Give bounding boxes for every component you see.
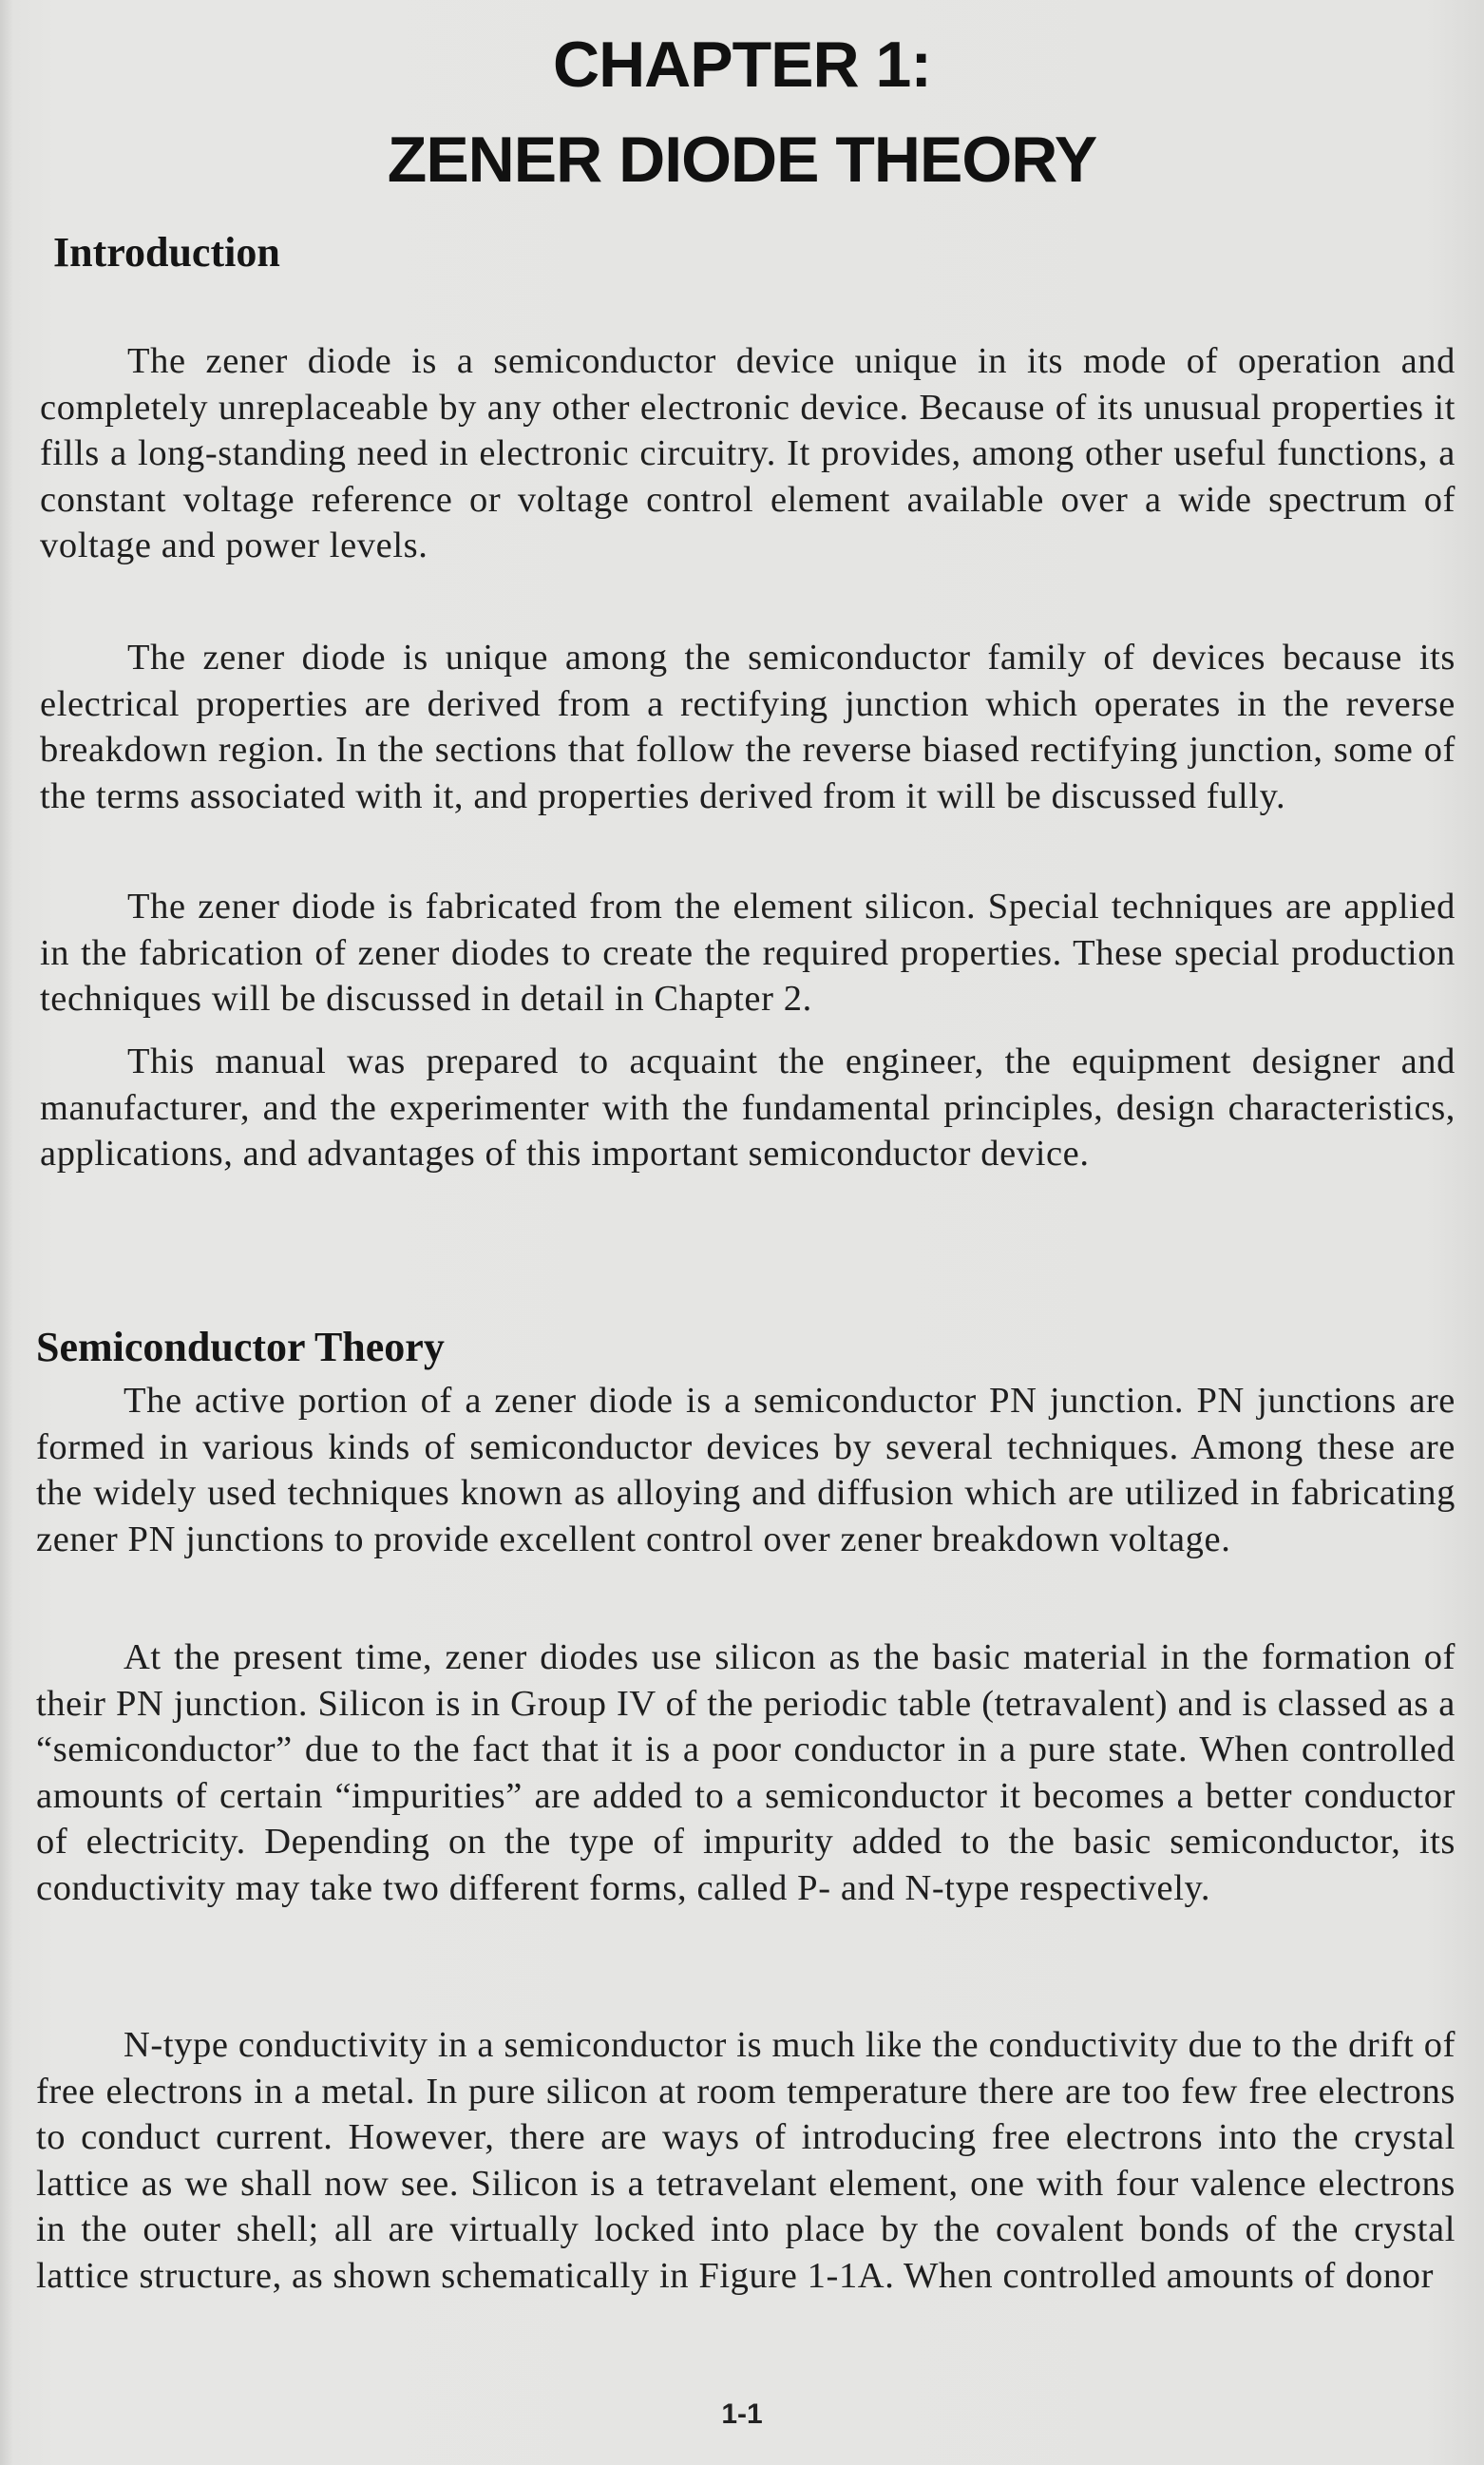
chapter-subject: ZENER DIODE THEORY [387, 124, 1097, 196]
page-number: 1-1 [721, 2398, 763, 2430]
paragraph: N-type conductivity in a semiconductor is much like the conductivity due to the drift of free electrons in a metal. In pure silicon at room temperature there are too few free electrons to conduct current. However, there are ways of introducing free electrons into the crystal lattice as we shall now see. Silicon is a tetravelant element, one with four valence electrons in the outer shell; all are virtually locked into place by the covalent bonds of the crystal lattice structure, as shown schematically in Figure 1-1A. When controlled amounts of donor [36, 2025, 1455, 2296]
chapter-title [0, 17, 1484, 207]
section-heading-semiconductor-theory: Semiconductor Theory [36, 1324, 445, 1370]
paragraph: This manual was prepared to acquaint the engineer, the equipment designer and manufacturer, and the experimenter with the fundamental principles, design characteristics, applications, and advantages of this important semiconductor device. [40, 1041, 1455, 1174]
paragraph: At the present time, zener diodes use silicon as the basic material in the formation of their PN junction. Silicon is in Group IV of the periodic table (tetravalent) and is classed as a “semiconductor” due to the fact that it is a poor conductor in a pure state. When controlled amounts of certain “impurities” are added to a semiconductor it becomes a better conductor of electricity. Depending on the type of impurity added to the basic semiconductor, its conductivity may take two different forms, called P- and N-type respectively. [36, 1637, 1455, 1908]
paragraph: The zener diode is a semiconductor device unique in its mode of operation and completely unreplaceable by any other electronic device. Because of its unusual properties it fills a long-standing need in electronic circuitry. It provides, among other useful functions, a constant voltage reference or voltage control element available over a wide spectrum of voltage and power levels. [40, 341, 1455, 565]
paragraph: The active portion of a zener diode is a semiconductor PN junction. PN junctions are formed in various kinds of semiconductor devices by several techniques. Among these are the widely used techniques known as alloying and diffusion which are utilized in fabricating zener PN junctions to provide excellent control over zener breakdown voltage. [36, 1381, 1455, 1559]
paragraph: The zener diode is fabricated from the element silicon. Special techniques are applied in the fabrication of zener diodes to create the required properties. These special production techniques will be discussed in detail in Chapter 2. [40, 887, 1455, 1019]
chapter-number: CHAPTER 1: [552, 29, 932, 101]
section-heading-introduction: Introduction [53, 229, 280, 276]
paragraph: The zener diode is unique among the semiconductor family of devices because its electrical properties are derived from a rectifying junction which operates in the reverse breakdown region. In the sections that follow the reverse biased rectifying junction, some of the terms associated with it, and properties derived from it will be discussed fully. [40, 638, 1455, 816]
